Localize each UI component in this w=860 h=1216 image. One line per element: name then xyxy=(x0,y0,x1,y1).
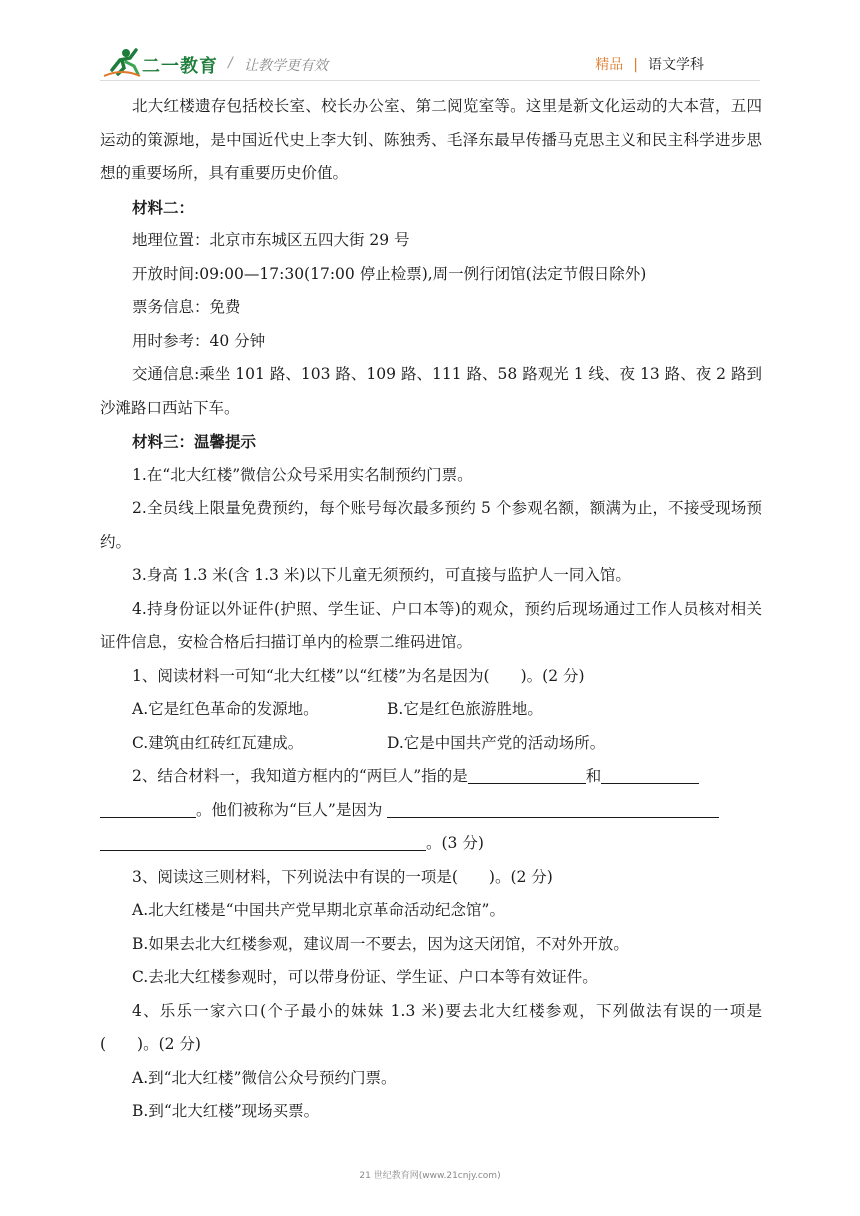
header-divider xyxy=(100,80,760,81)
material3-tip-3: 3.身高 1.3 米(含 1.3 米)以下儿童无须预约，可直接与监护人一同入馆。 xyxy=(132,566,631,584)
question-1-stem: 1、阅读材料一可知“北大红楼”以“红楼”为名是因为( )。(2 分) xyxy=(132,666,585,685)
question-1-option-d: D.它是中国共产党的活动场所。 xyxy=(387,733,606,752)
page-header xyxy=(0,0,860,80)
question-2-text-3: 。他们被称为“巨人”是因为 xyxy=(196,800,383,819)
question-4-stem: 4、乐乐一家六口(个子最小的妹妹 1.3 米)要去北大红楼参观，下列做法有误的一项是( )。(2 分) xyxy=(100,1001,762,1053)
question-2-line-1 xyxy=(100,760,762,794)
question-4-option-a: A.到“北大红楼”微信公众号预约门票。 xyxy=(132,1068,397,1087)
question-3-stem: 3、阅读这三则材料，下列说法中有误的一项是( )。(2 分) xyxy=(132,867,553,886)
question-1-options-row-2 xyxy=(100,727,762,761)
logo-text: 二一教育 xyxy=(142,56,218,77)
question-3-option-c: C.去北大红楼参观时，可以带身份证、学生证、户口本等有效证件。 xyxy=(132,968,598,986)
material3-heading: 材料三：温馨提示 xyxy=(132,432,257,451)
category-separator: | xyxy=(633,57,638,73)
material2-duration: 用时参考：40 分钟 xyxy=(132,331,266,350)
intro-paragraph: 北大红楼遗存包括校长室、校长办公室、第二阅览室等。这里是新文化运动的大本营，五四运动的策源地，是中国近代史上李大钊、陈独秀、毛泽东最早传播马克思主义和民主科学进步思想的重要场所，具有重要历史价值。 xyxy=(100,97,762,182)
material2-location: 地理位置：北京市东城区五四大街 29 号 xyxy=(132,231,410,249)
slogan-separator: / xyxy=(228,55,233,71)
material2-hours: 开放时间:09:00—17:30(17:00 停止检票),周一例行闭馆(法定节假日除外) xyxy=(132,264,647,283)
question-2-text-2: 和 xyxy=(585,767,602,785)
category-accent: 精品 xyxy=(595,57,624,73)
material2-transport: 交通信息:乘坐 101 路、103 路、109 路、111 路、58 路观光 1 线、夜 13 路、夜 2 路到沙滩路口西站下车。 xyxy=(100,365,762,417)
answer-blank-3-continued[interactable] xyxy=(100,832,426,851)
answer-blank-2-continued[interactable] xyxy=(100,799,196,818)
question-3-option-b: B.如果去北大红楼参观，建议周一不要去，因为这天闭馆，不对外开放。 xyxy=(132,934,629,953)
question-1-option-b: B.它是红色旅游胜地。 xyxy=(387,700,543,718)
slogan: 让教学更有效 xyxy=(244,58,328,74)
question-3-option-a: A.北大红楼是“中国共产党早期北京革命活动纪念馆”。 xyxy=(132,901,505,919)
answer-blank-3[interactable] xyxy=(387,799,719,818)
answer-blank-1[interactable] xyxy=(468,765,586,784)
answer-blank-2[interactable] xyxy=(601,765,699,784)
material2-heading: 材料二： xyxy=(132,197,195,217)
question-4-option-b: B.到“北大红楼”现场买票。 xyxy=(132,1102,320,1120)
question-2-text-1: 2、结合材料一，我知道方框内的“两巨人”指的是 xyxy=(132,767,468,785)
material3-tip-2: 2.全员线上限量免费预约，每个账号每次最多预约 5 个参观名额，额满为止，不接受现场预约。 xyxy=(100,499,762,551)
question-2-line-3 xyxy=(100,827,762,861)
material3-tip-1: 1.在“北大红楼”微信公众号采用实名制预约门票。 xyxy=(132,465,473,484)
material3-tip-4: 4.持身份证以外证件(护照、学生证、户口本等)的观众，预约后现场通过工作人员核对相关证件信息，安检合格后扫描订单内的检票二维码进馆。 xyxy=(100,599,762,651)
question-1-option-a: A.它是红色革命的发源地。 xyxy=(132,700,319,718)
document-body xyxy=(100,90,762,1129)
category-label xyxy=(595,54,704,74)
page-footer: 21 世纪教育网(www.21cnjy.com) xyxy=(359,1171,501,1181)
category-subject: 语文学科 xyxy=(648,57,704,73)
question-2-line-2 xyxy=(100,794,762,828)
question-2-text-4: 。(3 分) xyxy=(426,834,484,852)
question-1-options-row-1 xyxy=(100,693,762,727)
question-1-option-c: C.建筑由红砖红瓦建成。 xyxy=(132,733,304,752)
material2-tickets: 票务信息：免费 xyxy=(132,298,241,316)
